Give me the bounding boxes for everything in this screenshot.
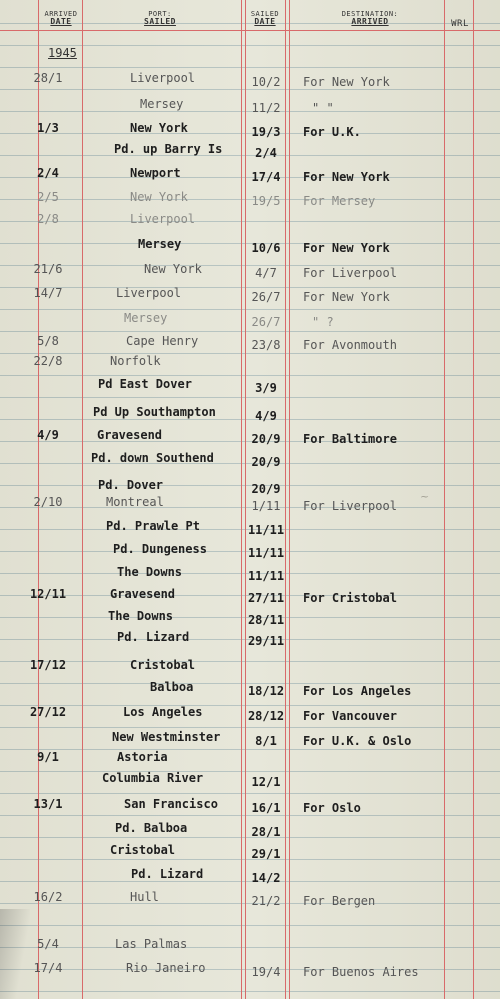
dest-cell: " " (312, 101, 334, 115)
port-cell: Montreal (106, 495, 164, 509)
dest-cell: For Bergen (303, 894, 376, 908)
port-cell: Rio Janeiro (126, 961, 206, 975)
port-cell: Pd. Balboa (115, 821, 188, 835)
port-cell: Pd Up Southampton (93, 405, 216, 419)
dest-cell: For Vancouver (303, 709, 397, 723)
arrived-cell: 5/8 (37, 334, 59, 348)
port-cell: Los Angeles (123, 705, 203, 719)
port-cell: Pd East Dover (98, 377, 192, 391)
port-cell: New York (130, 121, 188, 135)
dest-cell: For Los Angeles (303, 684, 412, 698)
port-cell: Columbia River (102, 771, 204, 785)
port-cell: San Francisco (124, 797, 218, 811)
header-sailed: SAILED DATE (250, 10, 280, 26)
arrived-cell: 17/12 (29, 658, 67, 672)
arrived-cell: 21/6 (33, 262, 63, 276)
year-heading: 1945 (48, 46, 77, 60)
sailed-cell: 4/7 (255, 266, 277, 280)
port-cell: Pd. Lizard (117, 630, 190, 644)
port-cell: Pd. Dover (98, 478, 164, 492)
sailed-cell: 19/3 (251, 125, 281, 139)
header-destination: DESTINATION: ARRIVED (341, 10, 399, 26)
sailed-cell: 1/11 (251, 499, 281, 513)
arrived-cell: 14/7 (33, 286, 63, 300)
port-cell: Cape Henry (126, 334, 199, 348)
port-cell: The Downs (108, 609, 174, 623)
sailed-cell: 29/11 (247, 634, 285, 648)
port-cell: Astoria (117, 750, 168, 764)
arrived-cell: 13/1 (33, 797, 63, 811)
arrived-cell: 28/1 (33, 71, 63, 85)
sailed-cell: 11/11 (247, 569, 285, 583)
arrived-cell: 5/4 (37, 937, 59, 951)
port-cell: Pd. Prawle Pt (106, 519, 200, 533)
port-cell: Mersey (124, 311, 168, 325)
port-cell: The Downs (117, 565, 183, 579)
sailed-cell: 12/1 (251, 775, 281, 789)
sailed-cell: 23/8 (251, 338, 281, 352)
port-cell: Norfolk (110, 354, 161, 368)
dest-cell: For New York (303, 75, 390, 89)
sailed-cell: 11/2 (251, 101, 281, 115)
sailed-cell: 18/12 (247, 684, 285, 698)
port-cell: Liverpool (130, 212, 196, 226)
port-cell: Mersey (138, 237, 182, 251)
sailed-cell: 28/11 (247, 613, 285, 627)
dest-cell: For New York (303, 290, 390, 304)
sailed-cell: 20/9 (251, 455, 281, 469)
port-cell: New York (144, 262, 202, 276)
rule-wrl-right (473, 0, 474, 999)
dest-cell: For Oslo (303, 801, 361, 815)
header-arrived: ARRIVED DATE (44, 10, 78, 26)
port-cell: Gravesend (110, 587, 176, 601)
arrived-cell: 22/8 (33, 354, 63, 368)
sailed-cell: 16/1 (251, 801, 281, 815)
port-cell: New Westminster (112, 730, 221, 744)
sailed-cell: 17/4 (251, 170, 281, 184)
port-cell: Pd. down Southend (91, 451, 214, 465)
sailed-cell: 27/11 (247, 591, 285, 605)
page-fold-shadow (0, 909, 30, 999)
dest-cell: " ? (312, 315, 334, 329)
port-cell: Hull (130, 890, 159, 904)
sailed-cell: 3/9 (255, 381, 277, 395)
port-cell: Pd. up Barry Is (114, 142, 223, 156)
sailed-cell: 28/1 (251, 825, 281, 839)
arrived-cell: 1/3 (37, 121, 59, 135)
dest-cell: For Cristobal (303, 591, 397, 605)
sailed-cell: 10/2 (251, 75, 281, 89)
arrived-cell: 12/11 (29, 587, 67, 601)
dest-cell: For New York (303, 241, 390, 255)
dest-cell: For New York (303, 170, 390, 184)
arrived-cell: 27/12 (29, 705, 67, 719)
sailed-cell: 11/11 (247, 546, 285, 560)
port-cell: Liverpool (130, 71, 196, 85)
sailed-cell: 2/4 (255, 146, 277, 160)
arrived-cell: 17/4 (33, 961, 63, 975)
port-cell: Mersey (140, 97, 184, 111)
dest-cell: For Avonmouth (303, 338, 397, 352)
sailed-cell: 28/12 (247, 709, 285, 723)
dest-cell: For Buenos Aires (303, 965, 419, 979)
dest-cell: For U.K. & Oslo (303, 734, 412, 748)
header-rule (0, 30, 500, 31)
sailed-cell: 29/1 (251, 847, 281, 861)
port-cell: New York (130, 190, 188, 204)
port-cell: Liverpool (116, 286, 182, 300)
arrived-cell: 16/2 (33, 890, 63, 904)
dest-cell: For Liverpool (303, 266, 397, 280)
port-cell: Newport (130, 166, 181, 180)
arrived-cell: 2/10 (33, 495, 63, 509)
arrived-cell: 2/8 (37, 212, 59, 226)
sailed-cell: 20/9 (251, 432, 281, 446)
pencil-note: ~ (420, 490, 430, 503)
port-cell: Pd. Dungeness (113, 542, 207, 556)
port-cell: Pd. Lizard (131, 867, 204, 881)
dest-cell: For U.K. (303, 125, 361, 139)
port-cell: Gravesend (97, 428, 163, 442)
sailed-cell: 8/1 (255, 734, 277, 748)
sailed-cell: 19/4 (251, 965, 281, 979)
sailed-cell: 4/9 (255, 409, 277, 423)
port-cell: Cristobal (130, 658, 196, 672)
sailed-cell: 21/2 (251, 894, 281, 908)
sailed-cell: 26/7 (251, 290, 281, 304)
sailed-cell: 11/11 (247, 523, 285, 537)
header-port: PORT: SAILED (144, 10, 176, 26)
sailed-cell: 10/6 (251, 241, 281, 255)
header-wrl: WRL (451, 19, 469, 29)
dest-cell: For Liverpool (303, 499, 397, 513)
arrived-cell: 2/4 (37, 166, 59, 180)
port-cell: Cristobal (110, 843, 176, 857)
port-cell: Las Palmas (115, 937, 188, 951)
dest-cell: For Mersey (303, 194, 376, 208)
sailed-cell: 14/2 (251, 871, 281, 885)
sailed-cell: 19/5 (251, 194, 281, 208)
dest-cell: For Baltimore (303, 432, 397, 446)
port-cell: Balboa (150, 680, 194, 694)
sailed-cell: 20/9 (251, 482, 281, 496)
arrived-cell: 9/1 (37, 750, 59, 764)
sailed-cell: 26/7 (251, 315, 281, 329)
arrived-cell: 2/5 (37, 190, 59, 204)
arrived-cell: 4/9 (37, 428, 59, 442)
